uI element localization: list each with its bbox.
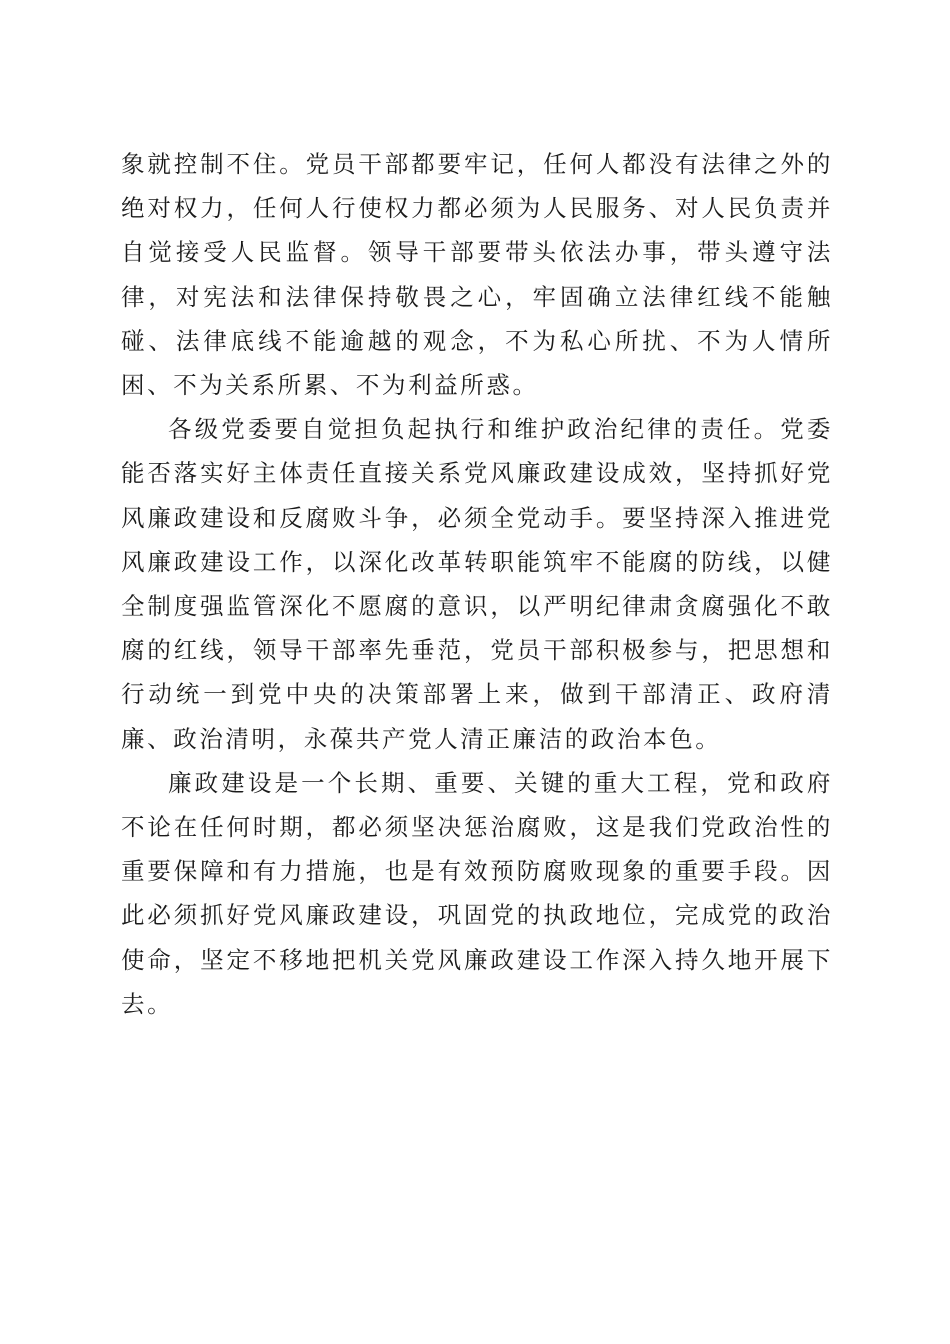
paragraph-conclusion: 廉政建设是一个长期、重要、关键的重大工程，党和政府不论在任何时期，都必须坚决惩治腐败，这是我们党政治性的重要保障和有力措施，也是有效预防腐败现象的重要手段。因此必须抓好党风廉政建设，巩固党的执政地位，完成党的政治使命，坚定不移地把机关党风廉政建设工作深入持久地开展下去。 (121, 768, 833, 1018)
document-body (121, 142, 833, 1026)
paragraph-party-committee: 各级党委要自觉担负起执行和维护政治纪律的责任。党委能否落实好主体责任直接关系党风廉政建设成效，坚持抓好党风廉政建设和反腐败斗争，必须全党动手。要坚持深入推进党风廉政建设工作，以深化改革转职能筑牢不能腐的防线，以健全制度强监管深化不愿腐的意识，以严明纪律肃贪腐强化不敢腐的红线，领导干部率先垂范，党员干部积极参与，把思想和行动统一到党中央的决策部署上来，做到干部清正、政府清廉、政治清明，永葆共产党人清正廉洁的政治本色。 (121, 415, 833, 753)
paragraph-continuation: 象就控制不住。党员干部都要牢记，任何人都没有法律之外的绝对权力，任何人行使权力都必须为人民服务、对人民负责并自觉接受人民监督。领导干部要带头依法办事，带头遵守法律，对宪法和法律保持敬畏之心，牢固确立法律红线不能触碰、法律底线不能逾越的观念，不为私心所扰、不为人情所困、不为关系所累、不为利益所惑。 (121, 150, 833, 400)
